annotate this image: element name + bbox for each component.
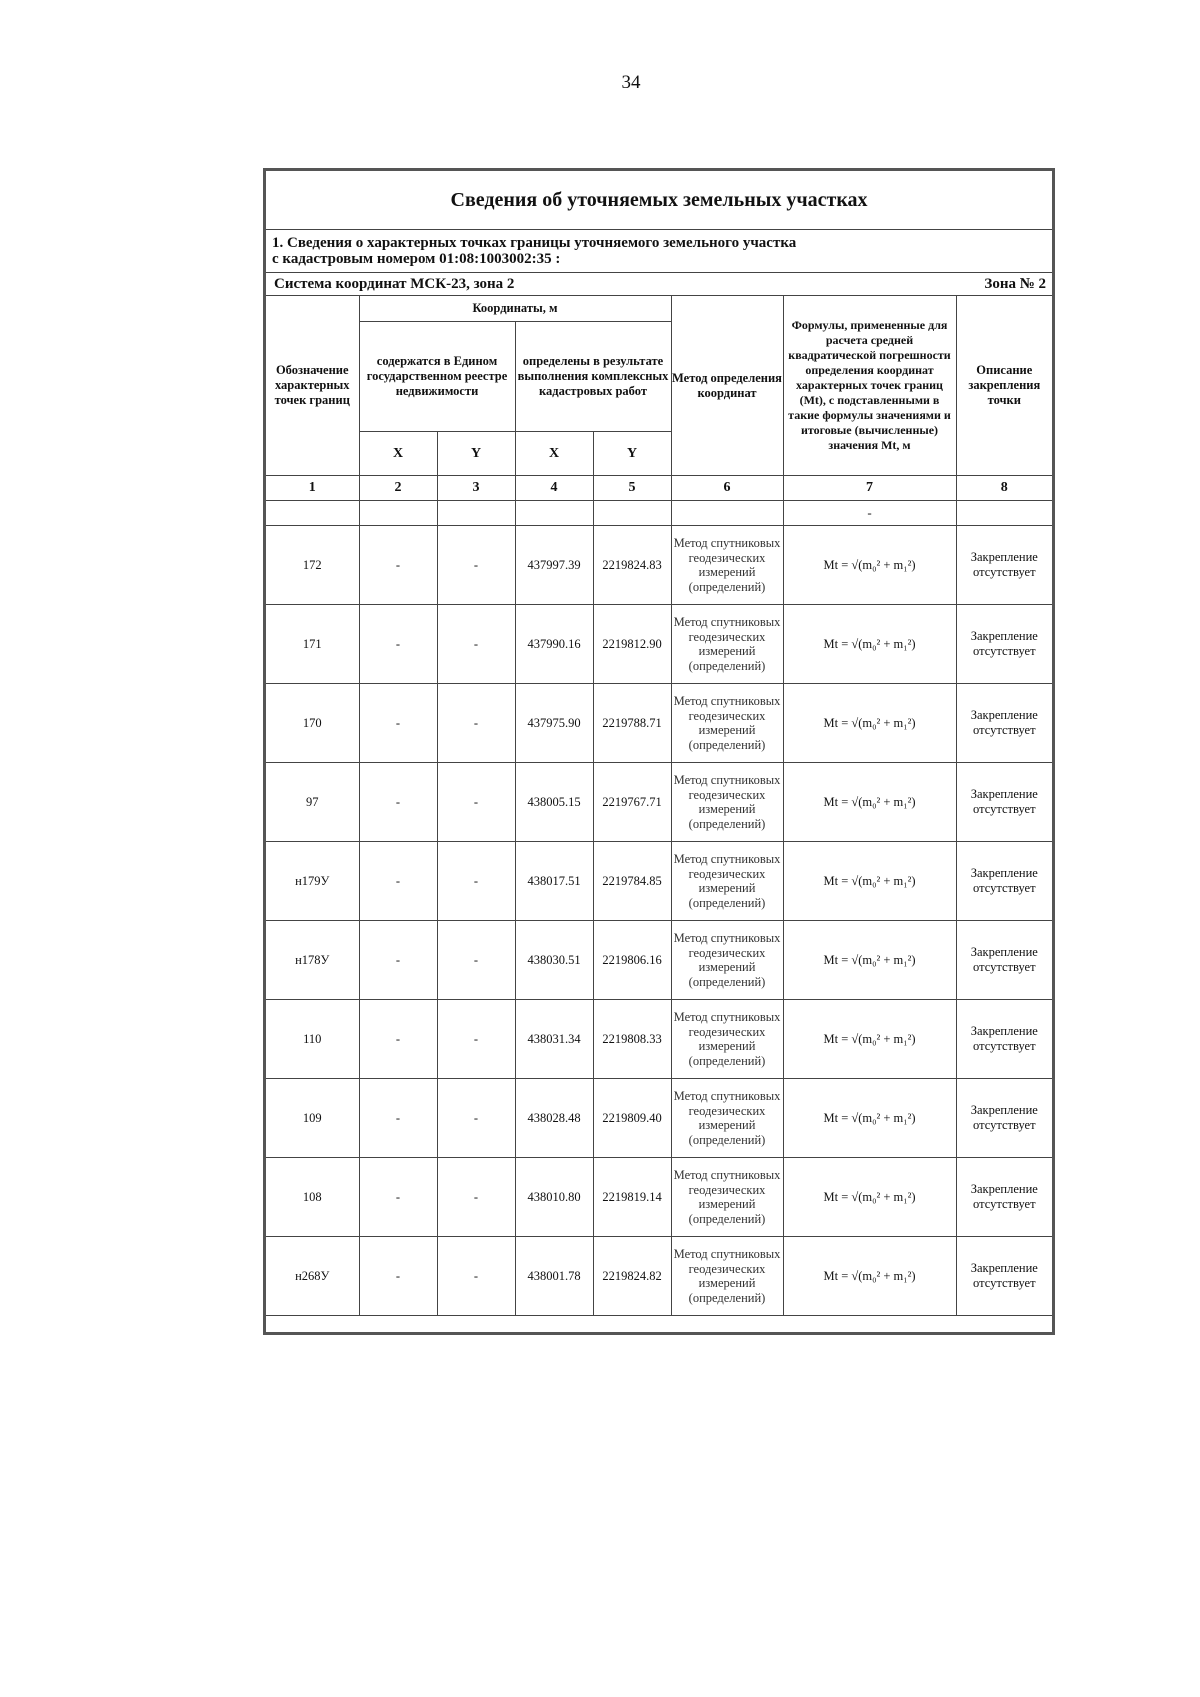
header-in-registry: содержатся в Едином государственном реестре недвижимости	[359, 322, 515, 432]
cell-description: Закрепление отсутствует	[956, 1158, 1052, 1237]
document-title: Сведения об уточняемых земельных участках	[266, 171, 1052, 230]
column-number: 5	[593, 476, 671, 501]
cell-formula: Mt = √(m₀² + m₁²)	[783, 605, 956, 684]
empty-cell	[359, 501, 437, 526]
column-number: 6	[671, 476, 783, 501]
cell-y: 2219808.33	[593, 1000, 671, 1079]
cell-y: 2219812.90	[593, 605, 671, 684]
cell-method: Метод спутниковых геодезических измерений (определений)	[671, 526, 783, 605]
cell-point: 172	[266, 526, 359, 605]
cell-x: 437990.16	[515, 605, 593, 684]
cell-point: 171	[266, 605, 359, 684]
cell-registry-x: -	[359, 1000, 437, 1079]
header-determined-y: Y	[593, 432, 671, 476]
cell-registry-x: -	[359, 526, 437, 605]
document-frame	[263, 168, 1055, 1335]
header-description: Описание закрепления точки	[956, 296, 1052, 476]
page-number: 34	[621, 72, 641, 93]
column-number: 3	[437, 476, 515, 501]
cell-formula: Mt = √(m₀² + m₁²)	[783, 684, 956, 763]
empty-row-dash: -	[783, 501, 956, 526]
cell-point: 110	[266, 1000, 359, 1079]
cell-point: н179У	[266, 842, 359, 921]
cell-formula: Mt = √(m₀² + m₁²)	[783, 763, 956, 842]
cell-method: Метод спутниковых геодезических измерений (определений)	[671, 921, 783, 1000]
cell-registry-y: -	[437, 1158, 515, 1237]
cell-method: Метод спутниковых геодезических измерений (определений)	[671, 1158, 783, 1237]
cell-x: 438005.15	[515, 763, 593, 842]
table-row	[266, 605, 1052, 684]
cell-registry-y: -	[437, 684, 515, 763]
table-row	[266, 1000, 1052, 1079]
header-coordinates: Координаты, м	[359, 296, 671, 322]
zone-label: Зона № 2	[783, 273, 1052, 296]
table-row	[266, 842, 1052, 921]
empty-cell	[515, 501, 593, 526]
cell-y: 2219824.83	[593, 526, 671, 605]
cell-x: 438031.34	[515, 1000, 593, 1079]
table-row	[266, 684, 1052, 763]
header-registry-x: X	[359, 432, 437, 476]
cell-x: 438030.51	[515, 921, 593, 1000]
cell-formula: Mt = √(m₀² + m₁²)	[783, 1158, 956, 1237]
table-row	[266, 763, 1052, 842]
cell-method: Метод спутниковых геодезических измерений (определений)	[671, 842, 783, 921]
empty-row	[266, 501, 1052, 526]
cell-description: Закрепление отсутствует	[956, 1079, 1052, 1158]
cell-description: Закрепление отсутствует	[956, 1237, 1052, 1316]
cell-point: н178У	[266, 921, 359, 1000]
cell-description: Закрепление отсутствует	[956, 684, 1052, 763]
cell-method: Метод спутниковых геодезических измерений (определений)	[671, 1079, 783, 1158]
table-row	[266, 1079, 1052, 1158]
cell-registry-y: -	[437, 526, 515, 605]
header-registry-y: Y	[437, 432, 515, 476]
column-number: 8	[956, 476, 1052, 501]
cell-method: Метод спутниковых геодезических измерений (определений)	[671, 684, 783, 763]
cell-point: 97	[266, 763, 359, 842]
cell-registry-x: -	[359, 605, 437, 684]
cell-description: Закрепление отсутствует	[956, 763, 1052, 842]
cell-registry-x: -	[359, 842, 437, 921]
table-row	[266, 526, 1052, 605]
cell-registry-y: -	[437, 921, 515, 1000]
header-method: Метод определения координат	[671, 296, 783, 476]
cell-point: 170	[266, 684, 359, 763]
cell-x: 437975.90	[515, 684, 593, 763]
cell-formula: Mt = √(m₀² + m₁²)	[783, 526, 956, 605]
cell-registry-y: -	[437, 1000, 515, 1079]
cell-description: Закрепление отсутствует	[956, 921, 1052, 1000]
column-number: 1	[266, 476, 359, 501]
empty-cell	[266, 501, 359, 526]
empty-cell	[593, 501, 671, 526]
cell-description: Закрепление отсутствует	[956, 842, 1052, 921]
header-point-designation: Обозначение характерных точек границ	[266, 296, 359, 476]
cell-registry-y: -	[437, 763, 515, 842]
table-row	[266, 1158, 1052, 1237]
header-determined-x: X	[515, 432, 593, 476]
cell-registry-x: -	[359, 1079, 437, 1158]
cell-y: 2219806.16	[593, 921, 671, 1000]
coordinate-system: Система координат МСК-23, зона 2	[266, 273, 783, 296]
cell-registry-x: -	[359, 921, 437, 1000]
header-determined: определены в результате выполнения комплексных кадастровых работ	[515, 322, 671, 432]
cell-y: 2219784.85	[593, 842, 671, 921]
cell-description: Закрепление отсутствует	[956, 605, 1052, 684]
column-number: 7	[783, 476, 956, 501]
column-number: 2	[359, 476, 437, 501]
cell-registry-y: -	[437, 605, 515, 684]
header-formulas: Формулы, примененные для расчета средней квадратической погрешности определения координат характерных точек границ (Mt), с подставленными в такие формулы значениями и итоговые (вычисленные) значения Mt, м	[783, 296, 956, 476]
cell-x: 438001.78	[515, 1237, 593, 1316]
section-line-1: 1. Сведения о характерных точках границы уточняемого земельного участка	[272, 235, 797, 251]
cell-registry-y: -	[437, 842, 515, 921]
cell-point: н268У	[266, 1237, 359, 1316]
cell-method: Метод спутниковых геодезических измерений (определений)	[671, 1000, 783, 1079]
cell-description: Закрепление отсутствует	[956, 1000, 1052, 1079]
cell-formula: Mt = √(m₀² + m₁²)	[783, 842, 956, 921]
empty-cell	[956, 501, 1052, 526]
section-heading	[266, 230, 1052, 273]
cell-y: 2219824.82	[593, 1237, 671, 1316]
cell-method: Метод спутниковых геодезических измерений (определений)	[671, 1237, 783, 1316]
cell-registry-x: -	[359, 1158, 437, 1237]
cell-y: 2219809.40	[593, 1079, 671, 1158]
cell-y: 2219788.71	[593, 684, 671, 763]
cell-formula: Mt = √(m₀² + m₁²)	[783, 1237, 956, 1316]
section-line-2: с кадастровым номером 01:08:1003002:35 :	[272, 251, 561, 267]
empty-cell	[437, 501, 515, 526]
table-row	[266, 921, 1052, 1000]
cell-registry-y: -	[437, 1079, 515, 1158]
empty-cell	[671, 501, 783, 526]
cell-method: Метод спутниковых геодезических измерений (определений)	[671, 605, 783, 684]
cell-formula: Mt = √(m₀² + m₁²)	[783, 921, 956, 1000]
cell-method: Метод спутниковых геодезических измерений (определений)	[671, 763, 783, 842]
cell-registry-y: -	[437, 1237, 515, 1316]
table-row	[266, 1237, 1052, 1316]
cell-registry-x: -	[359, 1237, 437, 1316]
cell-formula: Mt = √(m₀² + m₁²)	[783, 1000, 956, 1079]
cell-y: 2219767.71	[593, 763, 671, 842]
cell-x: 437997.39	[515, 526, 593, 605]
cell-formula: Mt = √(m₀² + m₁²)	[783, 1079, 956, 1158]
cell-point: 109	[266, 1079, 359, 1158]
points-table	[266, 171, 1052, 1316]
cell-point: 108	[266, 1158, 359, 1237]
cell-x: 438028.48	[515, 1079, 593, 1158]
cell-y: 2219819.14	[593, 1158, 671, 1237]
cell-x: 438010.80	[515, 1158, 593, 1237]
cell-registry-x: -	[359, 684, 437, 763]
cell-description: Закрепление отсутствует	[956, 526, 1052, 605]
column-number-row	[266, 476, 1052, 501]
cell-registry-x: -	[359, 763, 437, 842]
column-number: 4	[515, 476, 593, 501]
cell-x: 438017.51	[515, 842, 593, 921]
